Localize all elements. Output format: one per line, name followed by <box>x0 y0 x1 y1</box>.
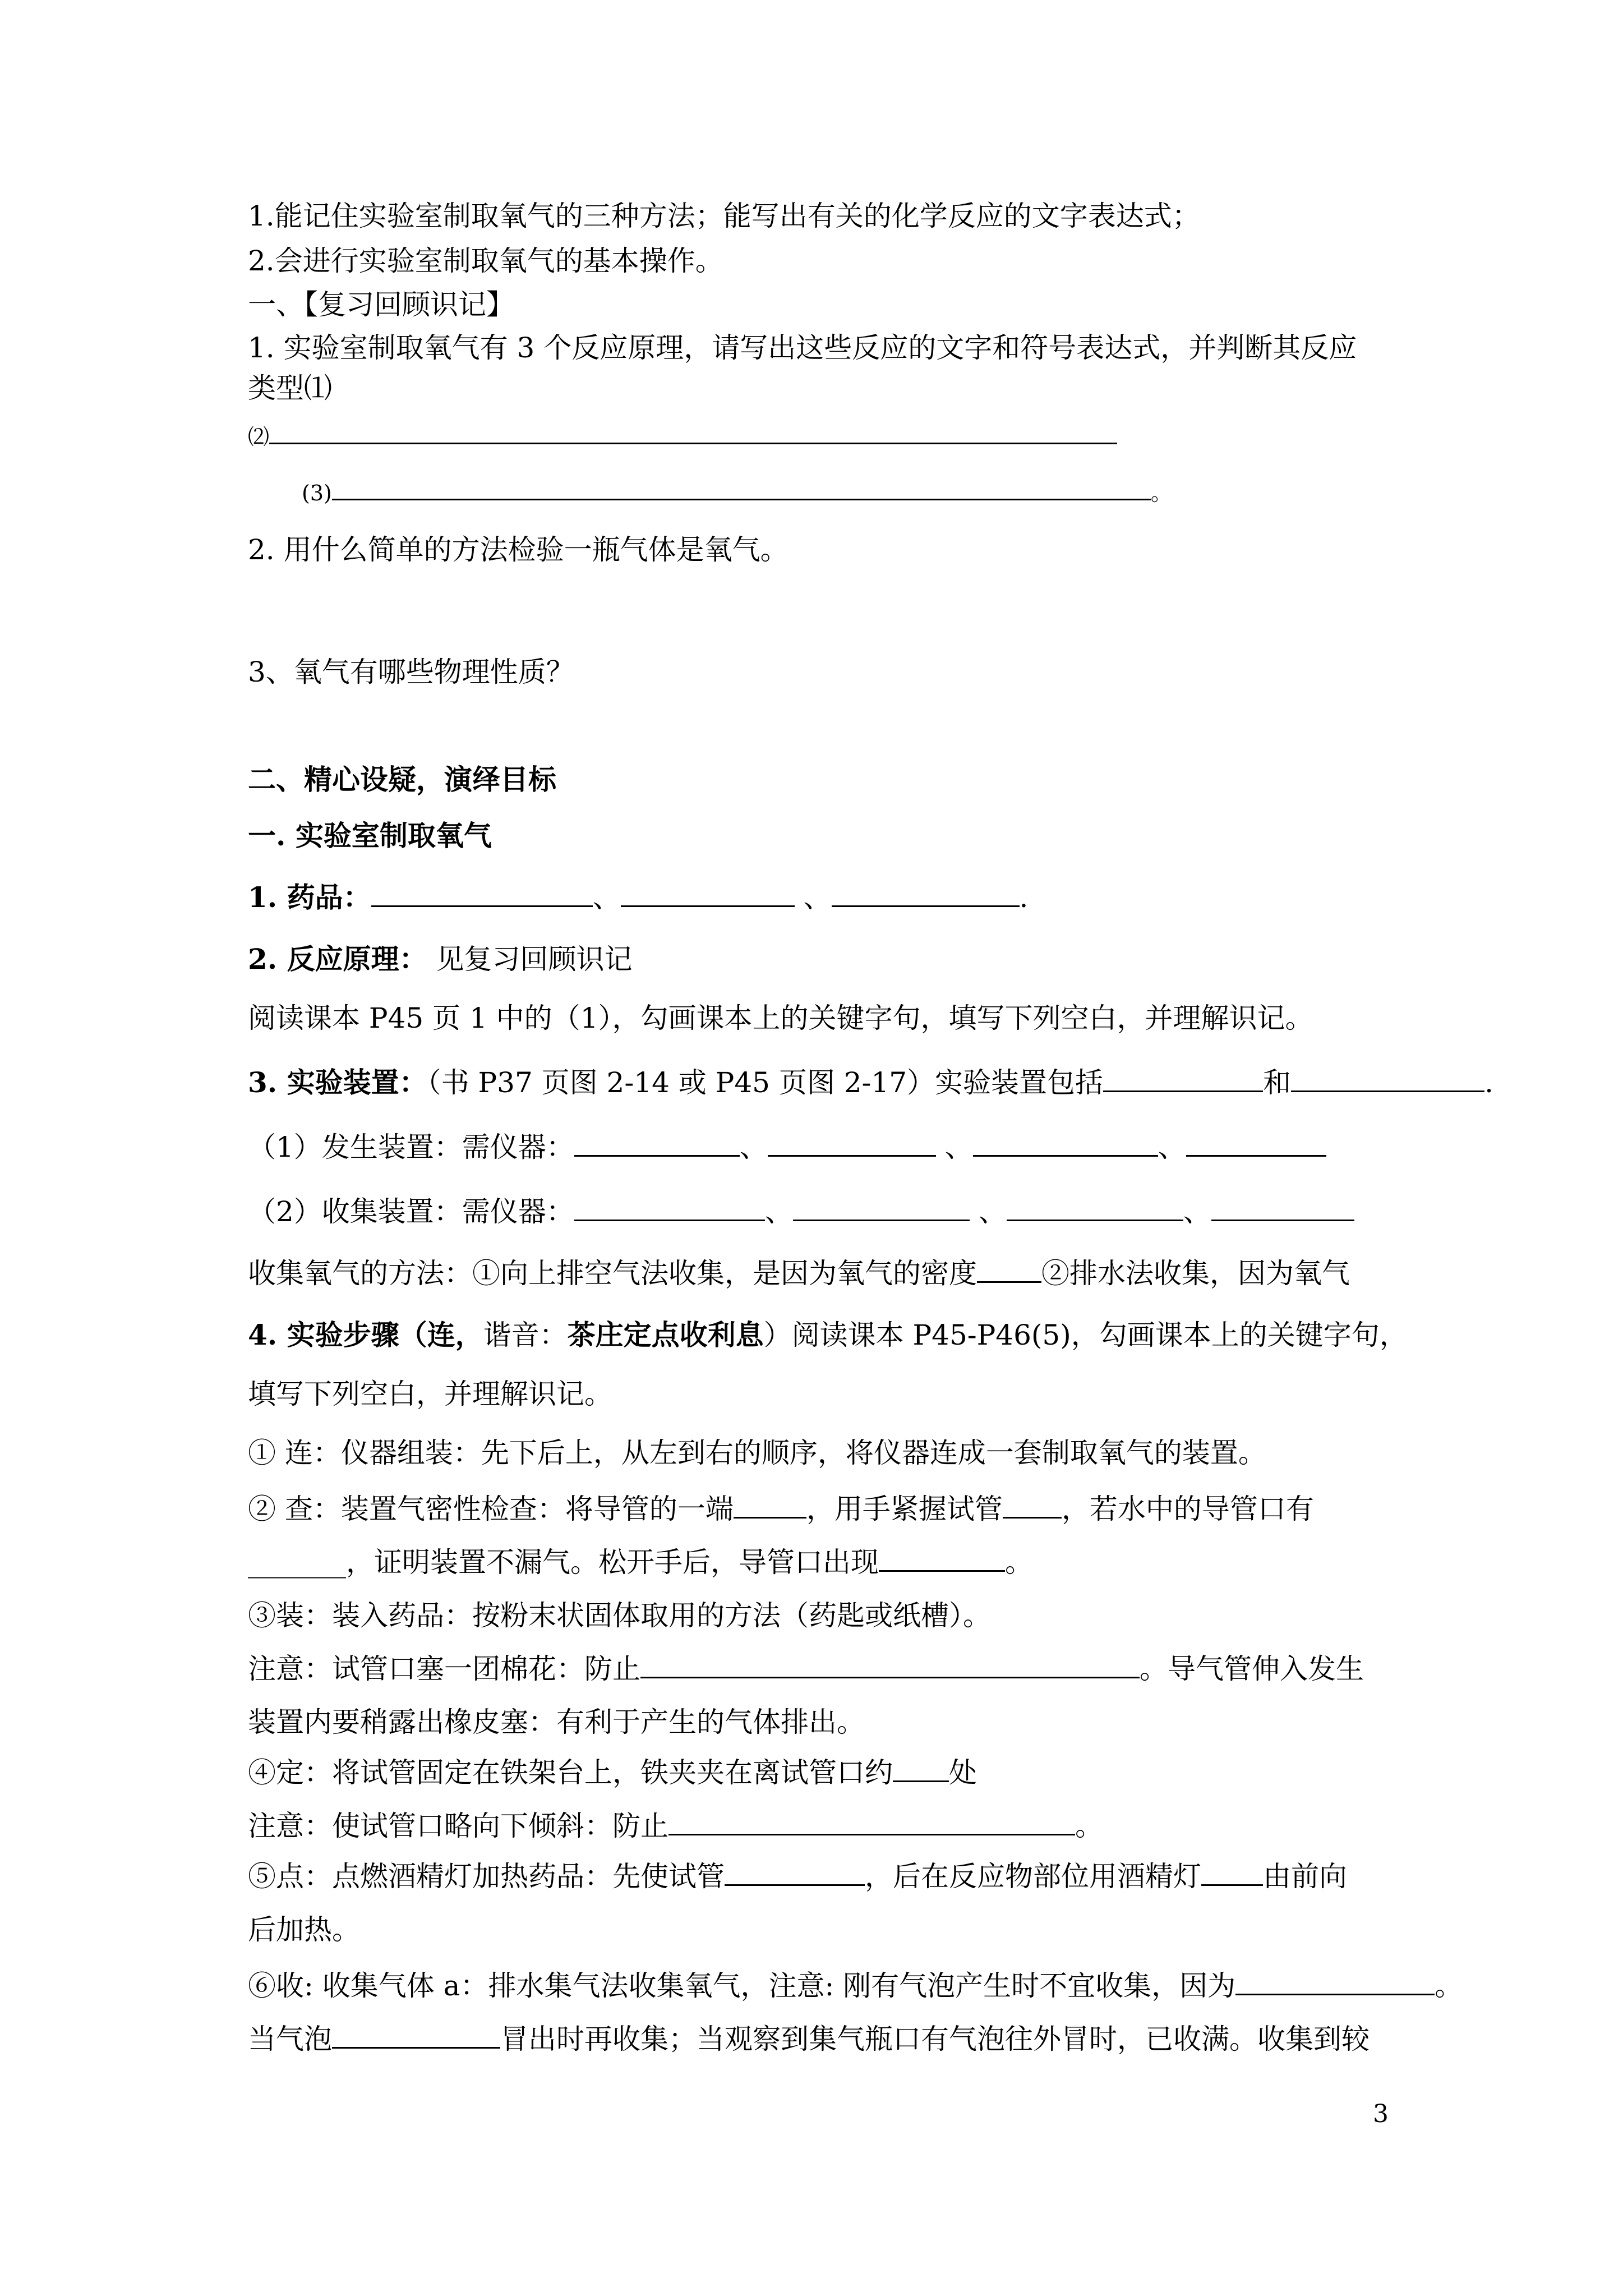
step-3-note <box>248 1652 1364 1686</box>
drugs-label: 1. 药品： <box>248 881 371 914</box>
objective-2: 2.会进行实验室制取氧气的基本操作。 <box>248 245 723 277</box>
review-q2: 2. 用什么简单的方法检验一瓶气体是氧气。 <box>248 533 789 566</box>
steps-mnemonic: 茶庄定点收利息 <box>567 1318 764 1351</box>
step-5-line-2: 后加热。 <box>248 1913 360 1946</box>
item2-label: ⑵ <box>248 425 270 449</box>
drugs-line <box>248 881 1028 914</box>
and-text: 和 <box>1263 1066 1292 1099</box>
separator: 、 <box>969 1195 1007 1228</box>
step5-text-b: ，后在反应物部位用酒精灯 <box>865 1860 1201 1893</box>
drugs-end: . <box>1019 881 1029 914</box>
step-5 <box>248 1860 1347 1893</box>
review-q1-line2: 类型⑴ <box>248 372 332 404</box>
item3-label: (3) <box>302 481 332 505</box>
review-heading: 一、【复习回顾识记】 <box>248 288 514 321</box>
step4-note-a: 注意：使试管口略向下倾斜：防止 <box>248 1810 668 1842</box>
step4-text-a: ④定：将试管固定在铁架台上，铁夹夹在离试管口约 <box>248 1756 893 1789</box>
step-blank[interactable] <box>734 1492 806 1519</box>
apparatus-end: . <box>1484 1066 1493 1099</box>
step-blank[interactable] <box>1235 1969 1435 1995</box>
step-6 <box>248 1969 1463 2003</box>
step-blank[interactable] <box>332 2022 500 2049</box>
separator: 、 <box>1158 1131 1186 1163</box>
step-2 <box>248 1492 1314 1526</box>
section2-heading: 二、精心设疑，演绎目标 <box>248 763 556 796</box>
separator: 、 <box>592 881 621 914</box>
instrument-blank[interactable] <box>1211 1195 1354 1221</box>
apparatus-blank[interactable] <box>1291 1066 1484 1092</box>
separator: 、 <box>935 1131 973 1163</box>
collect-method-1: 收集氧气的方法：①向上排空气法收集，是因为氧气的密度 <box>248 1257 977 1290</box>
review-q1-line1: 1. 实验室制取氧气有 3 个反应原理，请写出这些反应的文字和符号表达式，并判断其反应 <box>248 332 1357 364</box>
separator: 、 <box>739 1131 768 1163</box>
step-blank[interactable] <box>1003 1492 1062 1519</box>
review-q1-item3 <box>302 474 1172 510</box>
step-blank[interactable] <box>668 1809 1075 1835</box>
principle-label: 2. 反应原理： <box>248 942 427 976</box>
step6-text-a: ⑥收: 收集气体 a：排水集气法收集氧气，注意: 刚有气泡产生时不宜收集，因为 <box>248 1970 1236 2002</box>
step-4 <box>248 1756 977 1789</box>
step-blank[interactable] <box>1201 1860 1263 1886</box>
section2-sub1: 一. 实验室制取氧气 <box>248 819 492 852</box>
step-2-line-2 <box>248 1545 1033 1579</box>
step-4-note <box>248 1809 1103 1843</box>
step2-text-a: ② 查：装置气密性检查：将导管的一端 <box>248 1493 734 1525</box>
step2-underscore: _______ <box>248 1546 346 1579</box>
step-3: ③装：装入药品：按粉末状固体取用的方法（药匙或纸槽）。 <box>248 1599 991 1632</box>
step5-text-a: ⑤点：点燃酒精灯加热药品：先使试管 <box>248 1860 725 1893</box>
step4-text-b: 处 <box>949 1756 977 1789</box>
step2-text-d: ，证明装置不漏气。松开手后，导管口出现 <box>346 1546 879 1579</box>
collect-methods-line <box>248 1257 1350 1290</box>
step3-note-b: 。导气管伸入发生 <box>1140 1653 1364 1685</box>
separator: 、 <box>764 1195 793 1228</box>
step-blank[interactable] <box>640 1652 1140 1678</box>
step3-note-a: 注意：试管口塞一团棉花：防止 <box>248 1653 640 1685</box>
step-blank[interactable] <box>893 1756 949 1782</box>
apparatus-line <box>248 1066 1493 1099</box>
density-blank[interactable] <box>977 1257 1041 1283</box>
collector-line <box>248 1195 1354 1228</box>
step-1: ① 连：仪器组装：先下后上，从左到右的顺序，将仪器连成一套制取氧气的装置。 <box>248 1437 1266 1469</box>
instrument-blank[interactable] <box>793 1195 970 1221</box>
step5-text-c: 由前向 <box>1263 1860 1347 1893</box>
step-blank[interactable] <box>725 1860 865 1886</box>
review-q1-item2 <box>248 418 1117 454</box>
principle-text: 见复习回顾识记 <box>427 943 633 976</box>
steps-mnemonic-prefix: 谐音： <box>483 1319 568 1351</box>
drug-blank[interactable] <box>371 881 593 907</box>
step2-text-b: ，用手紧握试管 <box>806 1493 1003 1525</box>
step6-text-c: 冒出时再收集；当观察到集气瓶口有气泡往外冒时，已收满。收集到较 <box>500 2023 1370 2055</box>
instrument-blank[interactable] <box>1186 1130 1326 1157</box>
item3-end: 。 <box>1150 481 1172 505</box>
step2-text-c: ，若水中的导管口有 <box>1061 1493 1314 1525</box>
steps-line <box>248 1318 1408 1352</box>
answer-blank[interactable] <box>269 418 1117 444</box>
steps-text: ）阅读课本 P45-P46(5)，勾画课本上的关键字句， <box>763 1319 1408 1351</box>
read-instruction-1: 阅读课本 P45 页 1 中的（1），勾画课本上的关键字句，填写下列空白，并理解识记。 <box>248 1002 1313 1034</box>
instrument-blank[interactable] <box>973 1130 1158 1157</box>
step6-text-b: 当气泡 <box>248 2023 332 2055</box>
step4-note-b: 。 <box>1075 1810 1103 1842</box>
instrument-blank[interactable] <box>1007 1195 1183 1221</box>
apparatus-label: 3. 实验装置： <box>248 1066 427 1099</box>
steps-label: 4. 实验步骤（连， <box>248 1318 483 1351</box>
instrument-blank[interactable] <box>768 1130 936 1157</box>
generator-label: （1）发生装置：需仪器： <box>248 1131 574 1163</box>
page-number: 3 <box>1373 2100 1389 2128</box>
separator: 、 <box>1183 1195 1211 1228</box>
instrument-blank[interactable] <box>574 1195 765 1221</box>
generator-line <box>248 1130 1326 1164</box>
step2-end: 。 <box>1005 1546 1033 1579</box>
objective-1: 1.能记住实验室制取氧气的三种方法；能写出有关的化学反应的文字表达式； <box>248 200 1200 232</box>
instrument-blank[interactable] <box>574 1130 740 1157</box>
review-q3: 3、氧气有哪些物理性质？ <box>248 656 574 688</box>
step6-end: 。 <box>1435 1970 1463 2002</box>
answer-blank[interactable] <box>332 474 1151 500</box>
apparatus-blank[interactable] <box>1103 1066 1263 1092</box>
collector-label: （2）收集装置：需仪器： <box>248 1195 574 1228</box>
step-6-line-2 <box>248 2022 1370 2056</box>
drug-blank[interactable] <box>832 881 1020 907</box>
steps-line-2: 填写下列空白，并理解识记。 <box>248 1378 612 1410</box>
collect-method-2: ②排水法收集，因为氧气 <box>1041 1257 1350 1290</box>
principle-line <box>248 942 633 976</box>
drug-blank[interactable] <box>621 881 795 907</box>
separator: 、 <box>794 881 832 914</box>
step-3-note-line-2: 装置内要稍露出橡皮塞：有利于产生的气体排出。 <box>248 1706 865 1738</box>
apparatus-text: （书 P37 页图 2-14 或 P45 页图 2-17）实验装置包括 <box>427 1066 1104 1099</box>
step-blank[interactable] <box>879 1545 1005 1572</box>
